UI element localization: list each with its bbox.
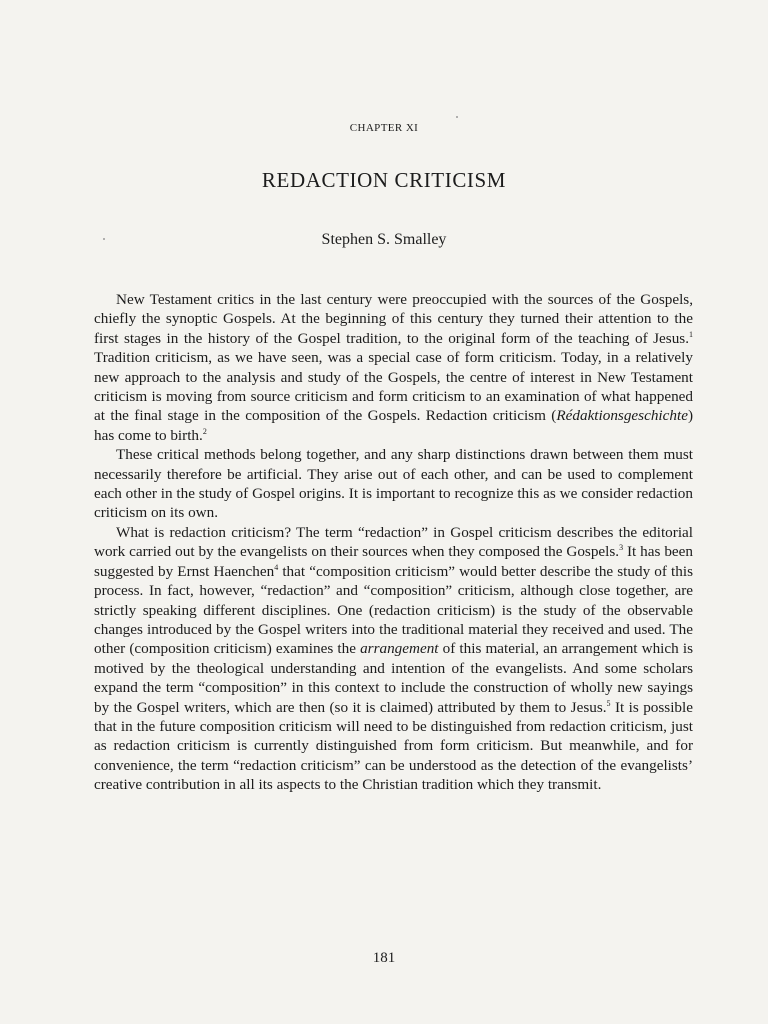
page-number: 181 — [372, 950, 396, 966]
footnote-ref-5: 5 — [606, 698, 611, 708]
emphasized-word: arrangement — [360, 640, 439, 658]
german-term: Rédaktionsgeschichte — [556, 407, 688, 425]
scan-speck — [456, 116, 458, 118]
body-text — [94, 290, 693, 795]
paragraph-3: What is redaction criticism? The term “redaction” in Gospel criticism describes the editorial work carried out by the evangelists on their sources when they composed the Gospels.$^3$ It has been suggested by Ernst Haenchen$^4$ that “composition criticism” would better describe the study of this process. In fact, however, “redaction” and “composition” criticism, although close together, are strictly speaking different disciplines. One (redaction criticism) is the study of the observable changes introduced by the Gospel writers into the traditional material they received and used. The other (composition criticism) examines the arrangement of this material, an arrangement which is motived by the theological understanding and intention of the evangelists. And some scholars expand the term “composition” in this context to include the construction of wholly new sayings by the Gospel writers, which are then (so it is claimed) attributed by them to Jesus.$^5$ It is possible that in the future composition criticism will need to be distinguished from redaction criticism, just as redaction criticism is currently distinguished from form criticism. But meanwhile, and for convenience, the term “redaction criticism” can be understood as the detection of the evangelists’ creative contribution in all its aspects to the Christian tradition which they transmit. — [94, 523, 693, 794]
chapter-label: CHAPTER XI — [349, 122, 419, 134]
author-name: Stephen S. Smalley — [321, 231, 447, 248]
footnote-ref-4: 4 — [274, 562, 279, 572]
paragraph-1: New Testament critics in the last century were preoccupied with the sources of the Gospels, chiefly the synoptic Gospels. At the beginning of this century they turned their attention to the first stages in the history of the Gospel tradition, to the original form of the teaching of Jesus.$^1$ Tradition criticism, as we have seen, was a special case of form criticism. Today, in a relatively new approach to the analysis and study of the Gospels, the centre of interest in New Testament criticism is moving from source criticism and form criticism to an examination of what happened at the final stage in the composition of the Gospels. Redaction criticism (Rédaktionsgeschichte) has come to birth.$^2$ — [94, 291, 693, 444]
footnote-ref-2: 2 — [202, 426, 207, 436]
footnote-ref-1: 1 — [689, 329, 693, 339]
paragraph-2: These critical methods belong together, and any sharp distinctions drawn between them must necessarily therefore be artificial. They arise out of each other, and can be used to complement each other in the study of Gospel origins. It is important to recognize this as we consider redaction criticism on its own. — [94, 446, 693, 522]
footnote-ref-3: 3 — [619, 543, 624, 553]
chapter-title: REDACTION CRITICISM — [261, 168, 507, 192]
